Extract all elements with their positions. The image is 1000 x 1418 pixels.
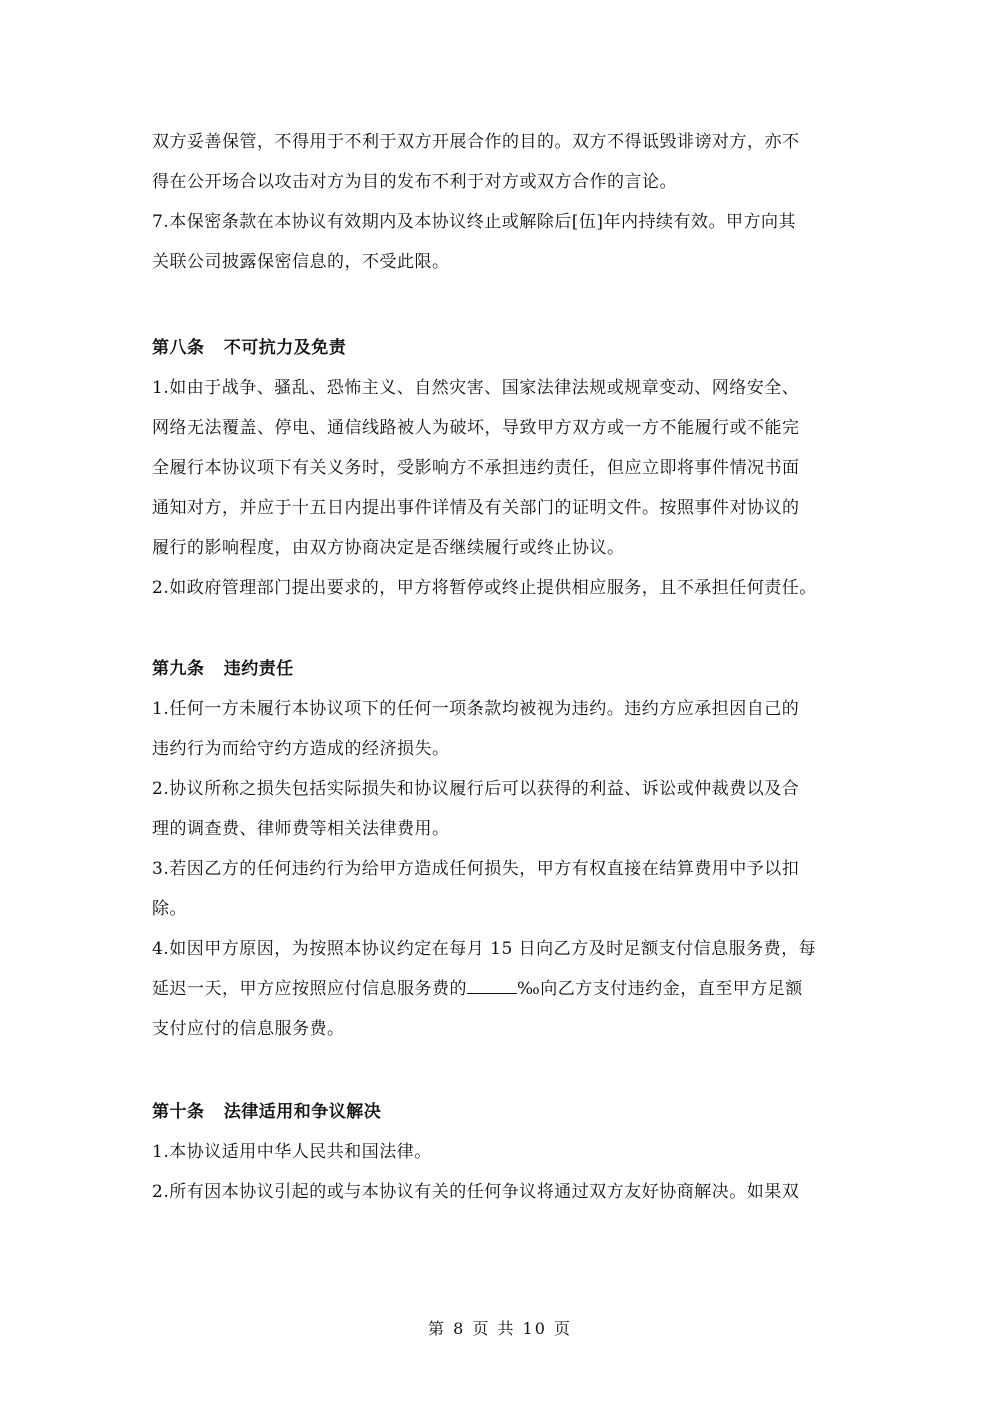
text-line: 4.如因甲方原因，为按照本协议约定在每月 15 日向乙方及时足额支付信息服务费，每: [152, 939, 817, 959]
article9-item-3: [152, 849, 852, 929]
article10-number: 第十条: [152, 1102, 205, 1122]
article9-item-4: [152, 929, 852, 1049]
text-line: 通知对方，并应于十五日内提出事件详情及有关部门的证明文件。按照事件对协议的: [152, 498, 800, 518]
text-line: 关联公司披露保密信息的，不受此限。: [152, 252, 450, 272]
text-line: 除。: [152, 899, 187, 919]
text-line: 2.协议所称之损失包括实际损失和协议履行后可以获得的利益、诉讼或仲裁费以及合: [152, 779, 800, 799]
article9-item-2: [152, 769, 852, 849]
paragraph-continuation: [152, 122, 852, 202]
article10-item-1: [152, 1132, 852, 1172]
text-line: 履行的影响程度，由双方协商决定是否继续履行或终止协议。: [152, 538, 625, 558]
text-line: 3.若因乙方的任何违约行为给甲方造成任何损失，甲方有权直接在结算费用中予以扣: [152, 859, 800, 879]
text-line: 2.如政府管理部门提出要求的，甲方将暂停或终止提供相应服务，且不承担任何责任。: [152, 578, 817, 598]
text-line: 延迟一天，甲方应按照应付信息服务费的: [152, 979, 467, 999]
text-line: 2.所有因本协议引起的或与本协议有关的任何争议将通过双方友好协商解决。如果双: [152, 1182, 800, 1202]
text-line: 双方妥善保管，不得用于不利于双方开展合作的目的。双方不得诋毁诽谤对方，亦不: [152, 132, 800, 152]
article9-heading: [152, 649, 852, 689]
text-line: 7.本保密条款在本协议有效期内及本协议终止或解除后[伍]年内持续有效。甲方向其: [152, 212, 796, 232]
text-line: 1.任何一方未履行本协议项下的任何一项条款均被视为违约。违约方应承担因自己的: [152, 699, 800, 719]
article8-title: 不可抗力及免责: [223, 338, 347, 358]
text-line: 得在公开场合以攻击对方为目的发布不利于对方或双方合作的言论。: [152, 172, 677, 192]
text-line: 违约行为而给守约方造成的经济损失。: [152, 739, 450, 759]
text-line: 全履行本协议项下有关义务时，受影响方不承担违约责任，但应立即将事件情况书面: [152, 458, 800, 478]
text-line: 1.如由于战争、骚乱、恐怖主义、自然灾害、国家法律法规或规章变动、网络安全、: [152, 378, 800, 398]
article9-item-1: [152, 689, 852, 769]
article10-item-2: [152, 1172, 852, 1212]
article8-heading: [152, 328, 852, 368]
text-line: ‰向乙方支付违约金，直至甲方足额: [517, 979, 803, 999]
article10-heading: [152, 1092, 852, 1132]
text-line: 理的调查费、律师费等相关法律费用。: [152, 819, 450, 839]
article8-item-2: [152, 568, 852, 608]
penalty-rate-blank: [467, 977, 517, 994]
text-line: 1.本协议适用中华人民共和国法律。: [152, 1142, 432, 1162]
article10-title: 法律适用和争议解决: [223, 1102, 382, 1122]
page-number-footer: 第 8 页 共 10 页: [428, 1319, 572, 1338]
document-body: [152, 122, 852, 1212]
article7-item-7: [152, 202, 852, 282]
text-line: 网络无法覆盖、停电、通信线路被人为破坏，导致甲方双方或一方不能履行或不能完: [152, 418, 800, 438]
article9-number: 第九条: [152, 659, 205, 679]
article9-title: 违约责任: [223, 659, 294, 679]
text-line: 支付应付的信息服务费。: [152, 1019, 345, 1039]
article8-number: 第八条: [152, 338, 205, 358]
article8-item-1: [152, 368, 852, 568]
